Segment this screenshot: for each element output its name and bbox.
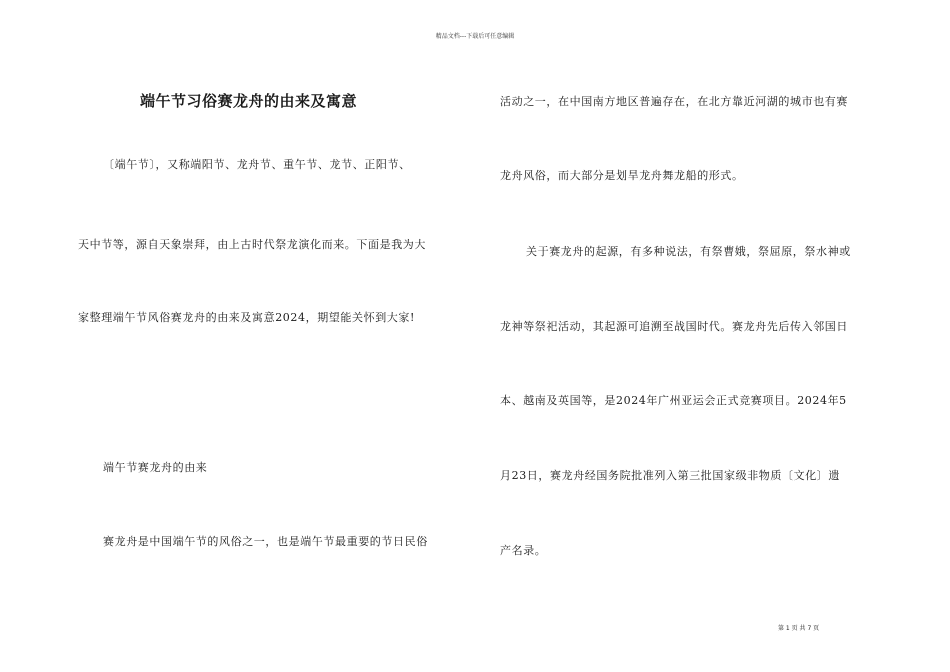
right-paragraph-2-line-3: 本、越南及英国等，是2024年广州亚运会正式竞赛项目。2024年5 (500, 394, 847, 407)
page-number: 第 1 页 共 7 页 (778, 625, 820, 632)
right-paragraph-2-line-4: 月23日，赛龙舟经国务院批准列入第三批国家级非物质〔文化〕遗 (500, 469, 840, 482)
right-paragraph-2-line-1: 关于赛龙舟的起源，有多种说法，有祭曹娥，祭屈原，祭水神或 (526, 245, 851, 258)
document-title: 端午节习俗赛龙舟的由来及寓意 (140, 92, 358, 110)
left-paragraph-1-line-3: 家整理端午节风俗赛龙舟的由来及寓意2024，期望能关怀到大家! (78, 311, 416, 324)
page-header: 精品文档---下载后可任意编辑 (435, 33, 515, 40)
right-paragraph-1-line-1: 活动之一，在中国南方地区普遍存在，在北方靠近河湖的城市也有赛 (500, 95, 848, 108)
right-paragraph-1-line-2: 龙舟风俗，而大部分是划旱龙舟舞龙船的形式。 (500, 169, 744, 182)
right-paragraph-2-line-5: 产名录。 (500, 544, 547, 557)
left-paragraph-1-line-1: 〔端午节〕，又称端阳节、龙舟节、重午节、龙节、正阳节、 (103, 158, 411, 171)
left-paragraph-1-line-2: 天中节等，源自天象崇拜，由上古时代祭龙演化而来。下面是我为大 (78, 238, 426, 251)
section-heading: 端午节赛龙舟的由来 (103, 461, 208, 474)
right-paragraph-2-line-2: 龙神等祭祀活动，其起源可追溯至战国时代。赛龙舟先后传入邻国日 (500, 320, 848, 333)
left-paragraph-2-line-1: 赛龙舟是中国端午节的风俗之一，也是端午节最重要的节日民俗 (103, 535, 428, 548)
